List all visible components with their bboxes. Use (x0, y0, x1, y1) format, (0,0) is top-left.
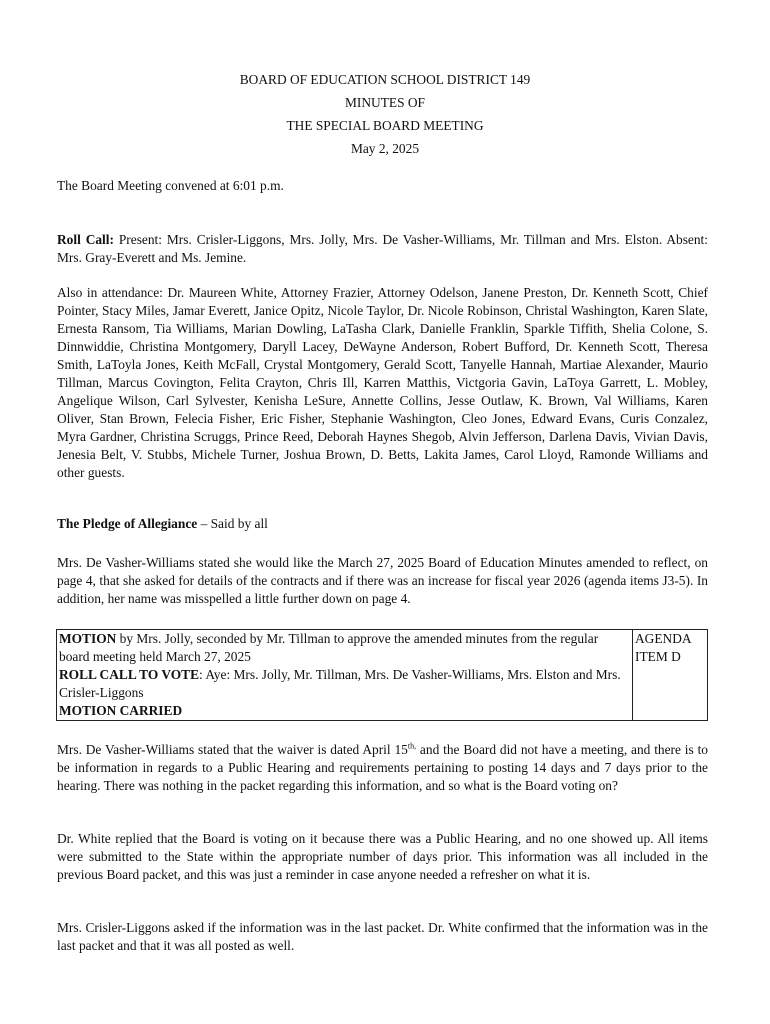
roll-call-label: Roll Call: (57, 232, 114, 247)
pledge-text: – Said by all (197, 516, 268, 531)
minutes-title: MINUTES OF (345, 95, 425, 110)
meeting-date: May 2, 2025 (350, 141, 420, 156)
crisler-question-paragraph: Mrs. Crisler-Liggons asked if the information was in the last packet. Dr. White confirmed that the information was in the last packet and that it was all posted as well. (57, 920, 708, 953)
agenda-item-id: ITEM D (635, 649, 681, 664)
meeting-title: THE SPECIAL BOARD MEETING (286, 118, 484, 133)
document-header (0, 68, 770, 160)
waiver-paragraph (57, 741, 708, 795)
waiver-superscript: th, (407, 741, 417, 751)
dr-white-reply-paragraph: Dr. White replied that the Board is voting on it because there was a Public Hearing, and no one showed up. All items were submitted to the State within the appropriate number of days prior. This information was all included in the previous Board packet, and this was just a reminder in case anyone needed a refresher on what it is. (57, 831, 708, 882)
minutes-amendment-paragraph: Mrs. De Vasher-Williams stated she would like the March 27, 2025 Board of Education Minutes amended to reflect, on page 4, that she asked for details of the contracts and if there was an increase for fiscal year 2026 (agenda items J3-5). In addition, her name was misspelled a little further down on page 4. (57, 555, 708, 606)
roll-call-paragraph (57, 231, 708, 267)
motion-result: MOTION CARRIED (59, 703, 183, 718)
convened-statement: The Board Meeting convened at 6:01 p.m. (57, 178, 284, 193)
roll-call-vote-label: ROLL CALL TO VOTE (59, 667, 200, 682)
waiver-text-start: Mrs. De Vasher-Williams stated that the waiver is dated April 15 (57, 742, 408, 757)
agenda-label: AGENDA (635, 631, 692, 646)
waiver-text-end: and the Board did not have a meeting, and there is to be information in regards to a Public Hearing and requirements pertaining to posting 14 days and 7 days prior to the hearing. There was nothing in the packet regarding this information, and so what is the Board voting on? (57, 742, 708, 793)
pledge-paragraph (57, 515, 708, 533)
attendance-paragraph: Also in attendance: Dr. Maureen White, Attorney Frazier, Attorney Odelson, Janene Preston, Dr. Kenneth Scott, Chief Pointer, Stacy Miles, Jamar Everett, Janice Opitz, Nicole Taylor, Dr. Nicole Robinson, Christal Washington, Karen Slate, Ernesta Ransom, Tia Williams, Marian Dowling, LaTasha Clark, Danielle Franklin, Sparkle Tiffith, Shelia Colone, S. Dinnwiddie, Christina Montgomery, Daryll Lacey, DeWayne Anderson, Robert Bufford, Dr. Kenneth Scott, Theresa Smith, LaToyla Jones, Keith McFall, Crystal Montgomery, Gerald Scott, Tanyelle Hannah, Martiae Alexander, Maurio Tillman, Marcus Covington, Felita Crayton, Chris Ill, Karren Matthis, Victgoria Gavin, LaToya Garrett, L. Mobley, Angelique Wilson, Carl Sylvester, Kenisha LeSure, Annette Collins, Jesse Outlaw, K. Brown, Val Williams, Karen Oliver, Stan Brown, Felecia Fisher, Eric Fisher, Stephanie Washington, Cleo Jones, Edward Evans, Curis Conzalez, Myra Gardner, Christina Scruggs, Prince Reed, Deborah Haynes Shegob, Alvin Jefferson, Darlena Davis, Vivian Davis, Jenesia Belt, V. Stubbs, Michele Turner, Joshua Brown, D. Betts, Lakita James, Carol Lloyd, Ramonde Williams and other guests. (57, 285, 708, 480)
motion-cell (57, 630, 633, 721)
roll-call-text: Present: Mrs. Crisler-Liggons, Mrs. Jolly, Mrs. De Vasher-Williams, Mr. Tillman and Mrs. Elston. Absent: Mrs. Gray-Everett and Ms. Jemine. (57, 232, 709, 265)
motion-text: by Mrs. Jolly, seconded by Mr. Tillman to approve the amended minutes from the regular board meeting held March 27, 2025 (59, 631, 599, 664)
agenda-item-cell (633, 630, 708, 721)
district-title: BOARD OF EDUCATION SCHOOL DISTRICT 149 (239, 72, 531, 87)
pledge-label: The Pledge of Allegiance (57, 516, 198, 531)
roll-call-vote-text: : Aye: Mrs. Jolly, Mr. Tillman, Mrs. De Vasher-Williams, Mrs. Elston and Mrs. Crisler-Liggons (59, 667, 621, 700)
motion-table (56, 629, 708, 721)
motion-label: MOTION (59, 631, 117, 646)
